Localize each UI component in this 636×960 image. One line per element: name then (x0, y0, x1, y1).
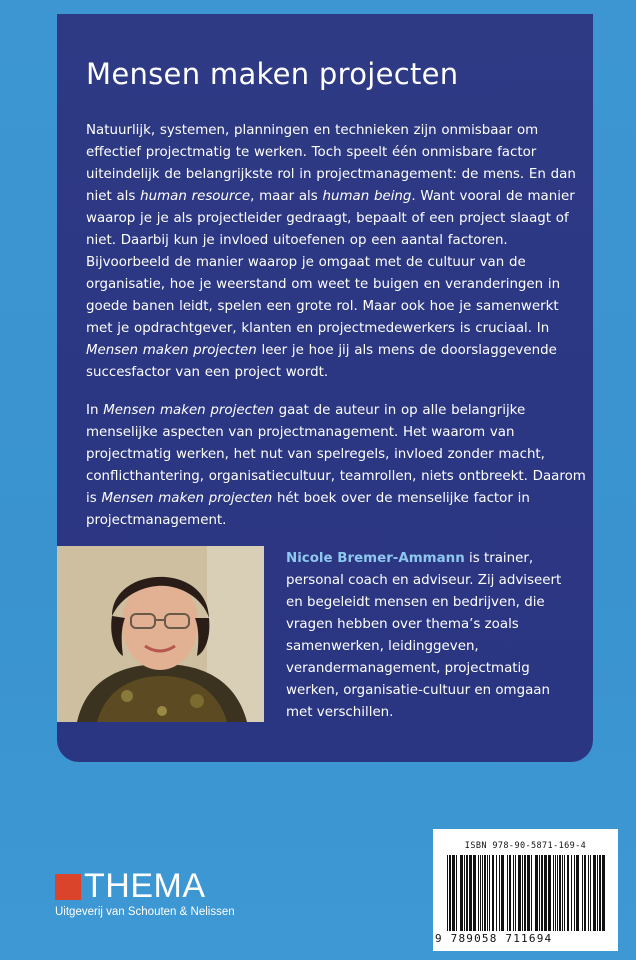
barcode-bar (482, 855, 483, 931)
barcode-bar (535, 855, 538, 931)
description-paragraph-2 (86, 400, 586, 532)
barcode-bar (449, 855, 451, 931)
barcode-bar (464, 855, 465, 931)
barcode-bar (559, 855, 561, 931)
barcode-bar (590, 855, 591, 931)
barcode-bar (602, 855, 605, 931)
barcode-bar (452, 855, 455, 931)
barcode-bar (489, 855, 490, 931)
barcode-bar (544, 855, 547, 931)
publisher-logo-square-icon (55, 874, 81, 900)
barcode-bar (522, 855, 523, 931)
italic-text: Mensen maken projecten (103, 403, 274, 418)
author-bio-text: is trainer, personal coach en adviseur. Zij adviseert en begeleidt mensen en bedrijven, die vragen hebben over thema’s zoals samenwerken, leidinggeven, verandermanagement, projectmatig werken, organisatie-cultuur en omgaan met verschillen. (286, 551, 562, 720)
barcode-bar (484, 855, 486, 931)
barcode-bar (597, 855, 598, 931)
text-run: . Want vooral de manier waarop je je als projectleider gedraagt, bepaalt of een project slaagt of niet. Daarbij kun je invloed uitoefenen op een aantal factoren. Bijvoorbeeld de manier waarop je omgaat met de cultuur van de organisatie, hoe je weerstand om weet te buigen en veranderingen in goede banen leidt, spelen een grote rol. Maar ook hoe je samenwerkt met je opdrachtgever, klanten en projectmedewerkers is cruciaal. In (86, 189, 575, 336)
barcode-bar (582, 855, 583, 931)
text-run: Natuurlijk, systemen, planningen en technieken zijn onmisbaar om effectief projectmatig te werken. Toch speelt één onmisbare factor uiteindelijk de belangrijkste rol in projectmanagement: de mens. En dan niet als (86, 123, 576, 204)
barcode-bar (469, 855, 472, 931)
isbn-label: ISBN 978-90-5871-169-4 (464, 841, 587, 851)
text-run: In (86, 403, 104, 418)
barcode-bar (555, 855, 556, 931)
barcode-bar (513, 855, 514, 931)
author-photo (57, 546, 264, 722)
text-run: gaat de auteur in op alle belangrijke menselijke aspecten van projectmanagement. Het waarom van projectmatig werken, het nut van spelregels, invloed zonder macht, conflicthantering, organisatiecultuur, teamrollen, niets ontbreekt. Daarom is (86, 403, 586, 506)
publisher-logo: THEMA (84, 867, 206, 905)
barcode-bar (574, 855, 575, 931)
barcode-bar (507, 855, 508, 931)
isbn-barcode (433, 829, 618, 951)
barcode-bar (499, 855, 500, 931)
barcode-bar (515, 855, 516, 931)
barcode-bar (518, 855, 521, 931)
barcode-bar (584, 855, 586, 931)
barcode-bar (571, 855, 572, 931)
barcode-bar (576, 855, 579, 931)
italic-text: human being (322, 189, 412, 204)
barcode-bar (447, 855, 448, 931)
barcode-bar (466, 855, 468, 931)
barcode-bar (509, 855, 511, 931)
barcode-bar (564, 855, 565, 931)
barcode-bar (557, 855, 558, 931)
barcode-bar (524, 855, 526, 931)
barcode-bar (548, 855, 551, 931)
text-run: hét boek over de menselijke factor in projectmanagement. (86, 491, 530, 528)
barcode-bar (492, 855, 494, 931)
barcode-bar (599, 855, 601, 931)
barcode-icon (447, 855, 607, 931)
italic-text: Mensen maken projecten (86, 343, 257, 358)
italic-text: human resource (140, 189, 251, 204)
barcode-bar (588, 855, 589, 931)
barcode-bar (562, 855, 563, 931)
barcode-bar (460, 855, 463, 931)
text-run: leer je hoe jij als mens de doorslaggevende succesfactor van een project wordt. (86, 343, 557, 380)
publisher-name: Uitgeverij van Schouten & Nelissen (55, 906, 235, 918)
barcode-bar (487, 855, 488, 931)
barcode-bar (539, 855, 540, 931)
description-paragraph-1 (86, 120, 586, 384)
barcode-bar (527, 855, 530, 931)
barcode-bar (456, 855, 457, 931)
barcode-bar (496, 855, 497, 931)
barcode-bar (531, 855, 532, 931)
author-name: Nicole Bremer-Ammann (286, 551, 465, 566)
barcode-bar (541, 855, 543, 931)
barcode-digits: 9 789058 711694 (435, 932, 553, 945)
author-bio (286, 548, 576, 724)
barcode-bar (553, 855, 554, 931)
barcode-bar (480, 855, 481, 931)
barcode-bar (501, 855, 504, 931)
barcode-bar (473, 855, 476, 931)
barcode-bar (478, 855, 479, 931)
book-title: Mensen maken projecten (86, 57, 459, 91)
italic-text: Mensen maken projecten (101, 491, 273, 506)
text-run: , maar als (250, 189, 323, 204)
barcode-bar (567, 855, 569, 931)
barcode-bar (593, 855, 596, 931)
